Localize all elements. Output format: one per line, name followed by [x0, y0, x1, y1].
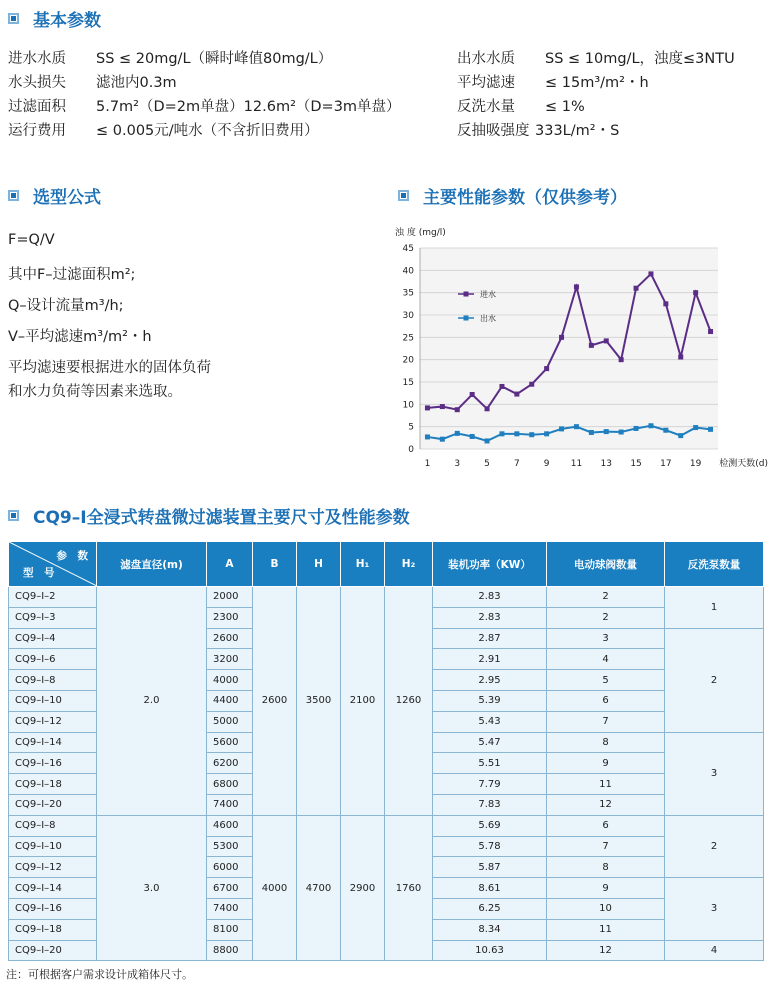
valves-cell: 7 [547, 836, 665, 857]
a-cell: 7400 [207, 898, 253, 919]
param-value: SS ≤ 10mg/L，浊度≤3NTU [545, 51, 735, 67]
a-cell: 2600 [207, 628, 253, 649]
valves-cell: 3 [547, 628, 665, 649]
table-header-row [9, 542, 764, 587]
a-cell: 6700 [207, 878, 253, 899]
x-tick-label: 15 [630, 459, 642, 469]
b-cell: 2600 [253, 587, 297, 816]
header-model-label: 型 号 [23, 567, 55, 579]
data-point [619, 357, 624, 362]
legend-label: 进水 [480, 290, 496, 299]
a-cell: 4400 [207, 690, 253, 711]
param-label: 水头损失 [8, 75, 66, 91]
perf-section-title [398, 183, 627, 208]
data-point [544, 366, 549, 371]
data-point [693, 425, 698, 430]
param-label: 进水水质 [8, 51, 66, 67]
b-cell: 4000 [253, 815, 297, 961]
y-tick-label: 10 [402, 400, 414, 411]
x-tick-label: 17 [660, 459, 672, 469]
pumps-cell: 2 [665, 815, 764, 877]
power-cell: 5.43 [433, 711, 547, 732]
h1-cell: 2100 [341, 587, 385, 816]
header-valves: 电动球阀数量 [547, 542, 665, 587]
formula-title-text: 选型公式 [33, 188, 101, 208]
header-params-label: 参 数 [56, 550, 88, 562]
legend-marker [464, 316, 469, 321]
x-tick-label: 7 [513, 459, 520, 469]
y-tick-label: 25 [402, 333, 414, 344]
valves-cell: 11 [547, 919, 665, 940]
param-row [457, 71, 649, 92]
basic-title-text: 基本参数 [33, 11, 101, 31]
valves-cell: 4 [547, 649, 665, 670]
param-row [457, 119, 619, 140]
power-cell: 2.91 [433, 649, 547, 670]
y-axis-label: 浊 度 (mg/l) [395, 228, 446, 238]
data-point [604, 338, 609, 343]
basic-section-title [8, 6, 101, 31]
table-row [9, 815, 764, 836]
power-cell: 2.83 [433, 607, 547, 628]
data-point [678, 354, 683, 359]
data-point [485, 406, 490, 411]
valves-cell: 11 [547, 774, 665, 795]
power-cell: 6.25 [433, 898, 547, 919]
power-cell: 2.95 [433, 670, 547, 691]
model-cell: CQ9–Ⅰ–3 [9, 607, 97, 628]
data-point [663, 428, 668, 433]
power-cell: 7.83 [433, 794, 547, 815]
model-cell: CQ9–Ⅰ–10 [9, 690, 97, 711]
data-point [663, 301, 668, 306]
model-cell: CQ9–Ⅰ–6 [9, 649, 97, 670]
valves-cell: 12 [547, 794, 665, 815]
y-tick-label: 5 [408, 422, 414, 433]
x-tick-label: 9 [543, 459, 550, 469]
pumps-cell: 3 [665, 878, 764, 940]
turbidity-chart [390, 222, 768, 472]
header-h: H [297, 542, 341, 587]
param-value: 5.7m²（D=2m单盘）12.6m²（D=3m单盘） [96, 99, 401, 115]
data-point [678, 433, 683, 438]
data-point [514, 431, 519, 436]
y-tick-label: 0 [408, 445, 414, 455]
y-tick-label: 15 [402, 378, 414, 388]
formula-line: F=Q/V [8, 232, 55, 248]
a-cell: 5300 [207, 836, 253, 857]
data-point [604, 429, 609, 434]
bullet-square-icon [8, 13, 19, 24]
model-cell: CQ9–Ⅰ–18 [9, 919, 97, 940]
footnote: 注：可根据客户需求设计成箱体尺寸。 [6, 968, 193, 981]
data-point [470, 392, 475, 397]
bullet-square-icon [398, 190, 409, 201]
valves-cell: 10 [547, 898, 665, 919]
valves-cell: 2 [547, 587, 665, 608]
param-label: 反洗水量 [457, 99, 515, 115]
header-pumps: 反洗泵数量 [665, 542, 764, 587]
y-tick-label: 35 [402, 288, 414, 299]
model-cell: CQ9–Ⅰ–4 [9, 628, 97, 649]
data-point [634, 286, 639, 291]
power-cell: 8.61 [433, 878, 547, 899]
data-point [529, 382, 534, 387]
valves-cell: 8 [547, 857, 665, 878]
model-cell: CQ9–Ⅰ–8 [9, 670, 97, 691]
model-cell: CQ9–Ⅰ–18 [9, 774, 97, 795]
table-title-text: CQ9–Ⅰ全浸式转盘微过滤装置主要尺寸及性能参数 [33, 508, 410, 528]
data-point [440, 404, 445, 409]
valves-cell: 12 [547, 940, 665, 961]
data-point [648, 271, 653, 276]
header-h2: H₂ [385, 542, 433, 587]
h1-cell: 2900 [341, 815, 385, 961]
data-point [499, 384, 504, 389]
x-tick-label: 19 [689, 459, 702, 469]
valves-cell: 2 [547, 607, 665, 628]
data-point [574, 284, 579, 289]
h2-cell: 1760 [385, 815, 433, 961]
formula-line: 其中F–过滤面积m²; [8, 267, 136, 283]
model-cell: CQ9–Ⅰ–14 [9, 878, 97, 899]
x-tick-label: 1 [424, 459, 431, 469]
param-value: SS ≤ 20mg/L（瞬时峰值80mg/L） [96, 51, 333, 67]
x-axis-label: 检测天数(d) [719, 459, 768, 469]
a-cell: 6800 [207, 774, 253, 795]
legend-marker [464, 292, 469, 297]
data-point [574, 424, 579, 429]
h-cell: 4700 [297, 815, 341, 961]
param-row [457, 95, 585, 116]
param-label: 运行费用 [8, 123, 66, 139]
model-cell: CQ9–Ⅰ–12 [9, 857, 97, 878]
param-value: 滤池内0.3m [96, 75, 177, 91]
param-row [457, 47, 735, 68]
valves-cell: 5 [547, 670, 665, 691]
data-point [708, 427, 713, 432]
header-a: A [207, 542, 253, 587]
valves-cell: 9 [547, 753, 665, 774]
a-cell: 3200 [207, 649, 253, 670]
table-row [9, 587, 764, 608]
a-cell: 8800 [207, 940, 253, 961]
data-point [455, 407, 460, 412]
a-cell: 5000 [207, 711, 253, 732]
header-diagonal-cell [9, 542, 97, 587]
a-cell: 7400 [207, 794, 253, 815]
data-point [693, 290, 698, 295]
model-cell: CQ9–Ⅰ–14 [9, 732, 97, 753]
data-point [455, 431, 460, 436]
data-point [634, 426, 639, 431]
diameter-cell: 2.0 [97, 587, 207, 816]
bullet-square-icon [8, 190, 19, 201]
a-cell: 6000 [207, 857, 253, 878]
power-cell: 8.34 [433, 919, 547, 940]
header-h1: H₁ [341, 542, 385, 587]
param-row [8, 71, 177, 92]
h-cell: 3500 [297, 587, 341, 816]
data-point [559, 426, 564, 431]
data-point [529, 432, 534, 437]
y-tick-label: 45 [402, 244, 414, 254]
model-cell: CQ9–Ⅰ–20 [9, 794, 97, 815]
param-value: ≤ 1% [545, 99, 585, 115]
param-label: 出水水质 [457, 51, 515, 67]
plot-area [420, 248, 718, 449]
y-tick-label: 40 [402, 266, 414, 277]
power-cell: 5.47 [433, 732, 547, 753]
data-point [648, 423, 653, 428]
power-cell: 5.39 [433, 690, 547, 711]
power-cell: 5.51 [433, 753, 547, 774]
formula-line: 平均滤速要根据进水的固体负荷 [8, 360, 211, 376]
bullet-square-icon [8, 510, 19, 521]
power-cell: 2.87 [433, 628, 547, 649]
data-point [619, 430, 624, 435]
model-cell: CQ9–Ⅰ–16 [9, 753, 97, 774]
data-point [470, 434, 475, 439]
perf-title-text: 主要性能参数（仅供参考） [423, 188, 627, 208]
data-point [544, 431, 549, 436]
h2-cell: 1260 [385, 587, 433, 816]
data-point [425, 405, 430, 410]
valves-cell: 6 [547, 690, 665, 711]
a-cell: 4000 [207, 670, 253, 691]
a-cell: 8100 [207, 919, 253, 940]
header-power: 装机功率（KW） [433, 542, 547, 587]
x-tick-label: 3 [454, 459, 461, 469]
data-point [589, 343, 594, 348]
param-row [8, 95, 401, 116]
pumps-cell: 4 [665, 940, 764, 961]
param-row [8, 47, 332, 68]
formula-line: Q–设计流量m³/h; [8, 298, 124, 314]
a-cell: 6200 [207, 753, 253, 774]
param-row [8, 119, 319, 140]
valves-cell: 9 [547, 878, 665, 899]
y-tick-label: 30 [402, 311, 414, 321]
diameter-cell: 3.0 [97, 815, 207, 961]
data-point [514, 392, 519, 397]
power-cell: 7.79 [433, 774, 547, 795]
a-cell: 4600 [207, 815, 253, 836]
pumps-cell: 2 [665, 628, 764, 732]
model-cell: CQ9–Ⅰ–2 [9, 587, 97, 608]
model-cell: CQ9–Ⅰ–20 [9, 940, 97, 961]
power-cell: 5.78 [433, 836, 547, 857]
data-point [425, 434, 430, 439]
power-cell: 2.83 [433, 587, 547, 608]
power-cell: 5.69 [433, 815, 547, 836]
data-point [559, 335, 564, 340]
header-b: B [253, 542, 297, 587]
model-cell: CQ9–Ⅰ–16 [9, 898, 97, 919]
table-section-title [8, 503, 410, 528]
formula-line: V–平均滤速m³/m²・h [8, 329, 152, 345]
x-tick-label: 5 [484, 459, 490, 469]
param-label: 平均滤速 [457, 75, 515, 91]
data-point [440, 437, 445, 442]
data-point [499, 431, 504, 436]
a-cell: 2000 [207, 587, 253, 608]
power-cell: 10.63 [433, 940, 547, 961]
valves-cell: 8 [547, 732, 665, 753]
x-tick-label: 11 [570, 459, 583, 469]
pumps-cell: 3 [665, 732, 764, 815]
spec-table [8, 541, 764, 961]
data-point [589, 430, 594, 435]
pumps-cell: 1 [665, 587, 764, 629]
model-cell: CQ9–Ⅰ–12 [9, 711, 97, 732]
valves-cell: 6 [547, 815, 665, 836]
param-value: ≤ 15m³/m²・h [545, 75, 649, 91]
data-point [708, 329, 713, 334]
legend-label: 出水 [480, 314, 496, 323]
x-tick-label: 13 [600, 459, 612, 469]
param-label: 过滤面积 [8, 99, 66, 115]
valves-cell: 7 [547, 711, 665, 732]
model-cell: CQ9–Ⅰ–10 [9, 836, 97, 857]
param-value: ≤ 0.005元/吨水（不含折旧费用） [96, 123, 319, 139]
model-cell: CQ9–Ⅰ–8 [9, 815, 97, 836]
y-tick-label: 20 [402, 355, 414, 366]
formula-section-title [8, 183, 101, 208]
power-cell: 5.87 [433, 857, 547, 878]
data-point [485, 438, 490, 443]
header-diameter: 滤盘直径(m) [97, 542, 207, 587]
a-cell: 2300 [207, 607, 253, 628]
a-cell: 5600 [207, 732, 253, 753]
formula-line: 和水力负荷等因素来选取。 [8, 384, 182, 400]
param-value: 333L/m²・S [535, 123, 620, 139]
param-label: 反抽吸强度 [457, 123, 530, 139]
